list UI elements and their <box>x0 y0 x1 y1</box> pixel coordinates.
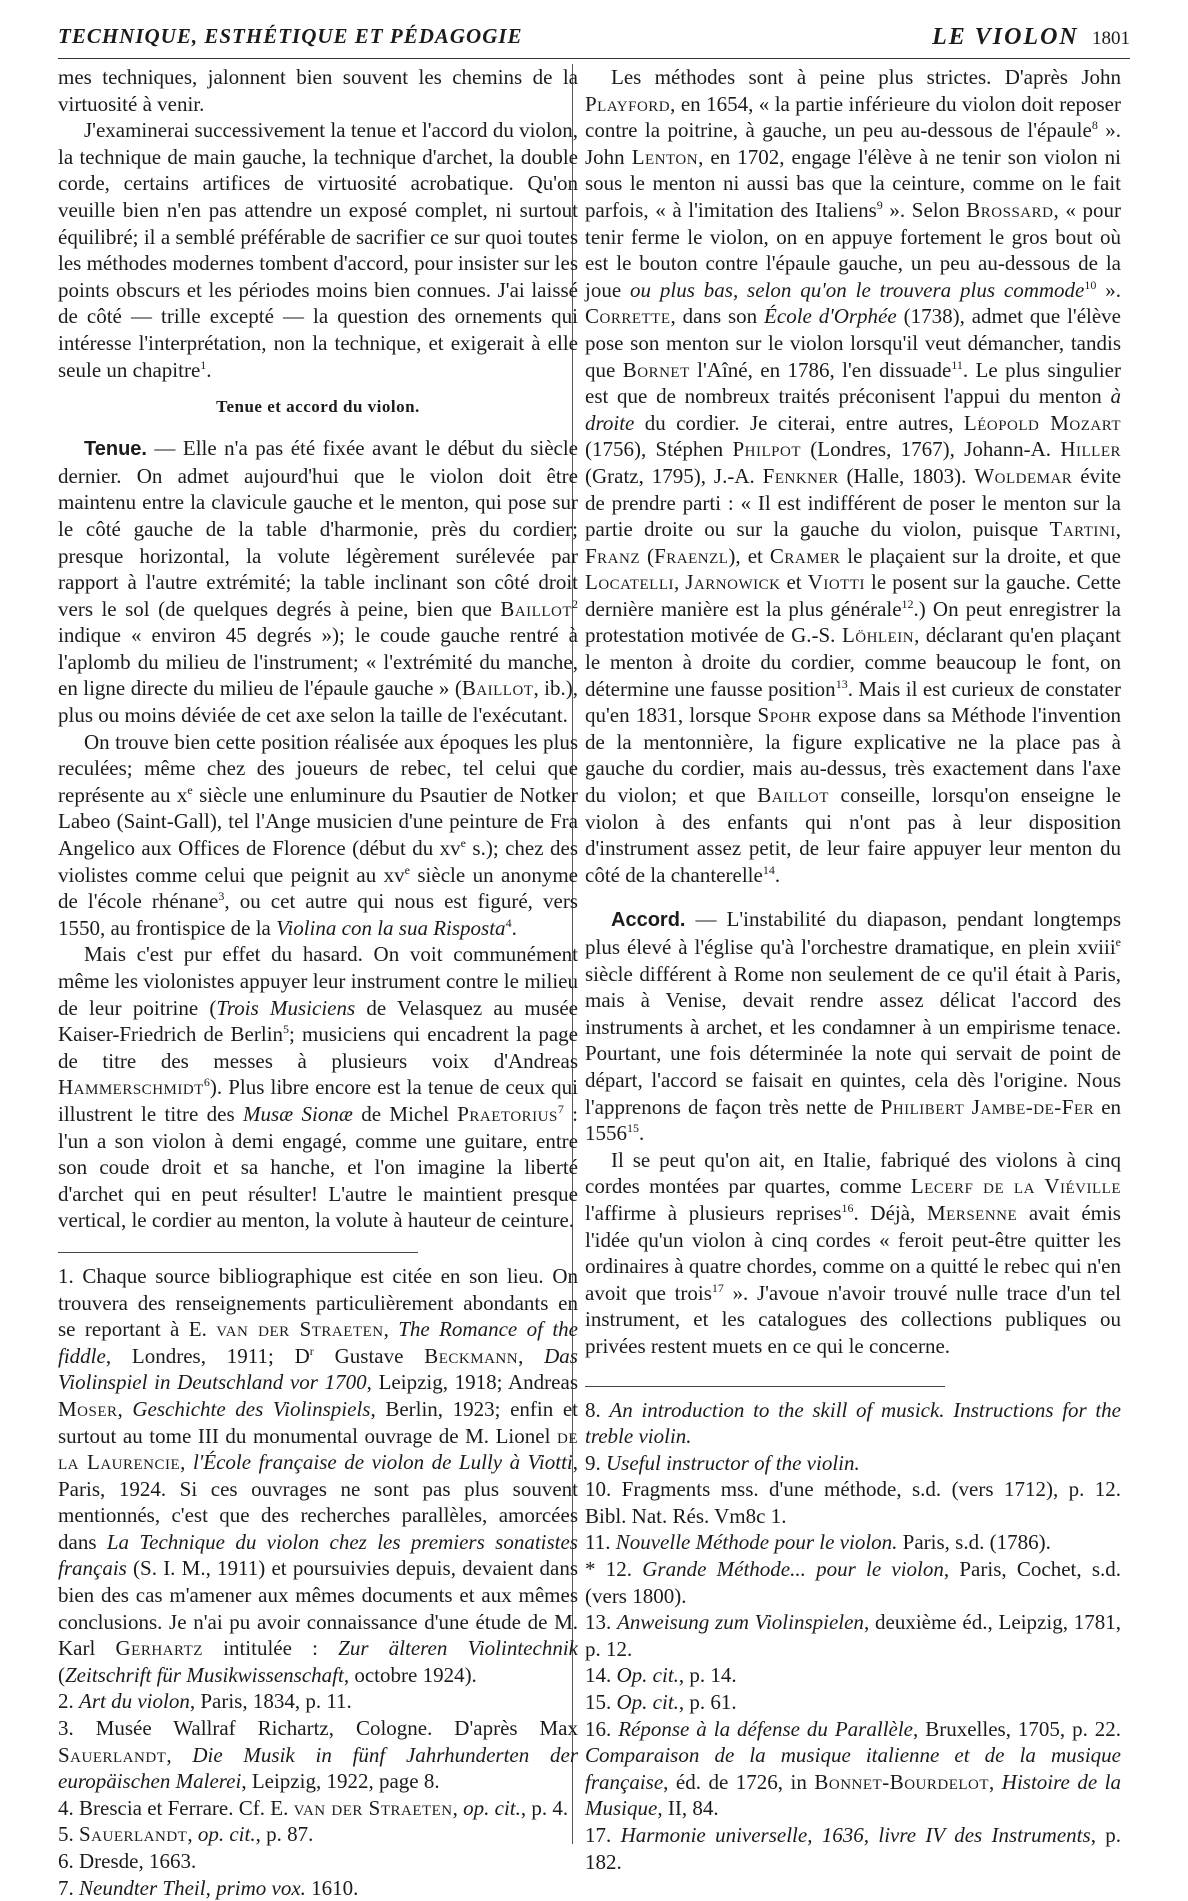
footnote-ref: 9 <box>876 197 883 212</box>
italic-title: An introduction to the skill of musick. Instructions for the treble violin. <box>585 1397 1122 1449</box>
text: ». John <box>585 118 1122 169</box>
author-name: van der Straeten <box>293 1795 453 1820</box>
text: , <box>383 1317 399 1342</box>
italic-title: École d'Orphée <box>764 304 897 329</box>
author-name: Philibert Jambe-de-Fer <box>880 1094 1095 1119</box>
text: ( <box>58 1662 65 1687</box>
text: On trouve bien cette position réalisée aux époques les plus reculées; même chez des joueurs de rebec, tel celui que représente au x <box>58 729 578 807</box>
footnote <box>585 1529 1121 1556</box>
text: , Leipzig, 1922, page 8. <box>241 1769 440 1794</box>
text: 7. <box>58 1875 79 1900</box>
author-name: Hammerschmidt <box>58 1075 204 1100</box>
author-name: Praetorius <box>457 1101 558 1126</box>
footnote-ref: 4 <box>505 915 512 930</box>
italic-title: The Romance of the fiddle <box>58 1317 578 1368</box>
footnote <box>58 1263 578 1689</box>
text: siècle une enluminure du Psautier de Notker Labeo (Saint-Gall), tel l'Ange musicien d'une peinture de Fra Angelico aux Offices de Florence (début du xv <box>58 782 578 861</box>
text: le posent sur la gauche. Cette dernière manière est la plus générale <box>585 570 1121 621</box>
text: , p. 182. <box>585 1823 1122 1874</box>
text: , en 1702, engage l'élève à ne tenir son violon ni sous le menton ni aussi bas que la ceinture, comme on le fait parfois, « à l'imitation des Italiens <box>585 144 1121 222</box>
text: ». Selon <box>882 197 967 222</box>
text: , octobre 1924). <box>343 1662 477 1687</box>
author-name: Fenkner <box>762 463 839 488</box>
author-name: Löhlein <box>841 623 915 648</box>
text: en 1556 <box>585 1094 1122 1146</box>
running-title-right: LE VIOLON <box>932 24 1079 50</box>
author-name: Playford <box>585 91 671 116</box>
text: 8. <box>585 1397 610 1422</box>
footnote-ref: 1 <box>200 357 207 372</box>
text: 2. <box>58 1689 79 1714</box>
footnote <box>585 1822 1121 1875</box>
text: ), et <box>728 543 770 568</box>
run-in-heading: Accord. <box>611 909 686 932</box>
footnote <box>585 1662 1121 1689</box>
author-name: Spohr <box>757 703 812 728</box>
text: (1756), Stéphen <box>585 437 733 462</box>
text: expose dans sa Méthode l'invention de la mentonnière, la figure explicative ne la place pas à gauche du cordier, mais au-dessus, très exactement dans l'axe du violon; et que <box>585 703 1121 808</box>
text: 10. Fragments mss. d'une méthode, s.d. (vers 1712), p. 12. Bibl. Nat. Rés. Vm8c 1. <box>585 1477 1121 1528</box>
footnote-ref: 6 <box>203 1075 210 1090</box>
author-name: Sauerlandt <box>58 1742 167 1767</box>
text: , en 1654, « la partie inférieure du violon doit reposer contre la poitrine, à gauche, un peu au-dessous de l'épaule <box>585 91 1121 143</box>
text: 1. Chaque source bibliographique est citée en son lieu. On trouvera des renseignements particulièrement abondants en se reportant à E. <box>58 1263 578 1342</box>
text: (S. I. M., 1911) et poursuivies depuis, devaient dans bien des cas m'amener aux mêmes documents et aux mêmes conclusions. Je n'ai pu avoir connaissance d'une étude de M. Karl <box>58 1556 578 1661</box>
text: avait émis l'idée qu'un violon à cinq cordes « feroit peut-être quitter les ordinaires à quatre chordes, comme on a quitté le rebec qui n'en avoit que trois <box>585 1200 1121 1305</box>
footnote-ref: 14 <box>762 862 775 877</box>
text: . <box>774 862 781 887</box>
author-name: Moser <box>58 1396 118 1421</box>
text: , Berlin, 1923; enfin et surtout au tome III du monumental ouvrage de M. Lionel <box>58 1396 578 1448</box>
text: — Elle n'a pas été fixée avant le début du siècle dernier. On admet aujourd'hui que le violon doit être maintenu entre la clavicule gauche et le menton, qui pose sur le côté gauche de la table d'harmonie, près du cordier; presque horizontal, la volute légèrement surélevée par rapport à l'autre extrémité; la table inclinant son côté droit vers le sol (de quelques degrés à peine, bien que <box>58 436 578 621</box>
text: : l'un a son violon à demi engagé, comme une guitare, entre son coude droit et sa hanche, et l'on imagine la liberté d'archet qui en peut résulter! L'autre le maintient presque vertical, le cordier au menton, la volute à hauteur de ceinture. <box>58 1101 579 1233</box>
text: 6. Dresde, 1663. <box>58 1849 197 1873</box>
footnote <box>585 1476 1121 1529</box>
text: . Déjà, <box>853 1200 927 1225</box>
footnote-rule <box>585 1386 945 1397</box>
text: ». J'avoue n'avoir trouvé nulle trace d'un tel instrument, et les catalogues des collections publiques ou privées restent muets en ce qui le concerne. <box>585 1280 1121 1358</box>
footnote <box>58 1795 578 1822</box>
italic-title: Grande Méthode... pour le violon <box>642 1557 944 1582</box>
text: J'examinerai successivement la tenue et l'accord du violon, la technique de main gauche, la technique d'archet, la double corde, certains artifices de virtuosité acrobatique. Qu'on veuille bien n'en pas attendre un exposé complet, ni surtout équilibré; il a semblé préférable de sacrifier ce sur quoi toutes les méthodes modernes tombent d'accord, pour insister sur les points obscurs et les périodes moins bien connues. J'ai laissé de côté — trille excepté — la question des ornements qui intéresse l'interprétation, non la technique, et exigerait à elle seule un chapitre <box>58 118 578 382</box>
text: 16. <box>585 1716 619 1741</box>
header-rule <box>58 58 1130 59</box>
footnote <box>58 1848 578 1875</box>
footnote <box>58 1875 578 1901</box>
footnote-ref: 13 <box>835 676 848 691</box>
italic-quote: ou plus bas, selon qu'on le trouvera plus commode <box>630 277 1085 302</box>
text: , Bruxelles, 1705, p. 22. <box>913 1716 1122 1741</box>
text: , <box>180 1450 193 1475</box>
superscript: r <box>309 1343 314 1358</box>
author-name: Jarnowick <box>685 570 781 595</box>
text: , deuxième éd., Leipzig, 1781, p. 12. <box>585 1610 1122 1661</box>
left-column <box>58 64 578 1901</box>
page-number: 1801 <box>1092 28 1130 49</box>
text: s.); chez des violistes comme celui que peignit au xv <box>58 836 578 887</box>
text: mes techniques, jalonnent bien souvent les chemins de la virtuosité à venir. <box>58 65 578 116</box>
footnote-ref: 3 <box>218 889 225 904</box>
paragraph <box>58 941 578 1234</box>
text: Mais c'est pur effet du hasard. On voit communément même les violonistes appuyer leur instrument contre le milieu de leur poitrine ( <box>58 942 578 1020</box>
author-name: Baillot <box>461 676 534 701</box>
text: (1738), admet que l'élève pose son menton sur le violon lorsqu'il veut démancher, tandis que <box>585 304 1121 382</box>
superscript: e <box>460 836 466 851</box>
text: évite de prendre parti : « Il est indifférent de poser le menton sur la partie droite ou sur la gauche du violon, puisque <box>585 463 1122 542</box>
text: , <box>1115 517 1121 542</box>
text: , dans son <box>670 304 765 329</box>
author-name: van der Straeten <box>216 1317 384 1342</box>
footnote-ref: 7 <box>557 1101 564 1116</box>
text: (Gratz, 1795), J.-A. <box>585 463 763 488</box>
text: , éd. de 1726, in <box>663 1769 815 1794</box>
text: de Michel <box>352 1101 458 1126</box>
section-title: Tenue et accord du violon. <box>216 397 420 417</box>
text: de Velasquez au musée Kaiser-Friedrich de Berlin <box>58 995 579 1047</box>
text: , Londres, 1911; D <box>105 1343 310 1368</box>
footnote <box>585 1397 1121 1450</box>
footnote <box>585 1689 1121 1716</box>
superscript: e <box>187 782 193 797</box>
text: indique « environ 45 degrés »); le coude gauche rentré à l'aplomb du milieu de l'instrument; « l'extrémité du manche, en ligne directe du milieu de l'épaule gauche » ( <box>58 623 578 701</box>
author-name: Beckmann <box>424 1343 519 1368</box>
footnote-ref: 17 <box>711 1280 724 1295</box>
text: intitulée : <box>202 1636 339 1661</box>
text: , <box>673 570 686 595</box>
text: , ib.), plus ou moins déviée de cet axe selon la taille de l'exécutant. <box>58 676 578 728</box>
superscript: e <box>404 862 410 877</box>
text: , déclarant qu'en plaçant le menton à droite du cordier, comme beaucoup le font, on détermine une fausse position <box>585 623 1122 701</box>
running-title-right-block <box>932 24 1130 51</box>
text: , p. 4. <box>520 1795 569 1820</box>
text: Paris, s.d. (1786). <box>897 1530 1051 1555</box>
text: , p. 61. <box>678 1690 737 1715</box>
right-column <box>585 64 1121 1875</box>
footnote <box>585 1556 1121 1609</box>
text: , Paris, 1924. Si ces ouvrages ne sont pas plus souvent mentionnés, c'est que des recherches parallèles, amorcées dans <box>58 1450 578 1554</box>
paragraph <box>58 64 578 117</box>
author-name: Philpot <box>732 437 801 462</box>
text: Les méthodes sont à peine plus strictes. D'après John <box>611 65 1121 89</box>
italic-title: Useful instructor of the violin. <box>606 1450 860 1475</box>
italic-title: Trois Musiciens <box>216 995 356 1020</box>
text: (Halle, 1803). <box>838 463 975 488</box>
italic-title: Zur älteren Violintechnik <box>338 1636 578 1661</box>
paragraph <box>585 1147 1121 1360</box>
text: 5. <box>58 1822 79 1847</box>
author-name: Cramer <box>769 543 841 568</box>
italic-title: Neundter Theil, primo vox. <box>79 1875 306 1900</box>
footnote-ref: 12 <box>901 596 914 611</box>
author-name: Tartini <box>1049 517 1116 542</box>
author-name: Léopold Mozart <box>963 410 1121 435</box>
footnote <box>58 1688 578 1715</box>
italic-title: Histoire de la Musique <box>585 1769 1121 1821</box>
author-name: Bonnet-Bourdelot <box>814 1769 990 1794</box>
italic-title: Art du violon <box>79 1689 190 1714</box>
italic-title: Nouvelle Méthode pour le violon. <box>615 1530 898 1555</box>
run-in-heading: Tenue. <box>84 438 147 461</box>
text: , ou cet autre qui nous est figuré, vers 1550, au frontispice de la <box>58 889 578 940</box>
text: siècle différent à Rome non seulement de ce qu'il était à Paris, mais à Venise, devait rendre assez délicat l'accord des instruments à archet, et les condamner à un empirisme tenace. Pourtant, une fois déterminée la note qui servait de point de départ, l'accord se faisait en quintes, cela dès l'origine. Nous l'apprenons de façon très nette de <box>585 961 1121 1119</box>
footnote-ref: 2 <box>572 596 578 611</box>
paragraph <box>58 435 578 729</box>
text: Il se peut qu'on ait, en Italie, fabriqué des violons à cinq cordes montées par quartes, comme <box>585 1147 1121 1199</box>
text: ». <box>1096 277 1122 302</box>
footnote <box>58 1715 578 1795</box>
italic-title: Op. cit. <box>616 1663 679 1688</box>
italic-title: Geschichte des Violinspiels <box>132 1396 371 1421</box>
author-name: de la Laurencie <box>58 1423 578 1475</box>
footnote <box>585 1609 1121 1662</box>
author-name: Baillot <box>757 783 829 808</box>
paragraph <box>58 729 578 942</box>
footnote-ref: 16 <box>841 1200 854 1215</box>
footnote-ref: 10 <box>1084 277 1097 292</box>
text: 1610. <box>305 1875 359 1900</box>
text: du cordier. Je citerai, entre autres, <box>634 410 964 435</box>
author-name: Hiller <box>1060 437 1121 462</box>
text: — L'instabilité du diapason, pendant longtemps plus élevé à l'église qu'à l'orchestre dramatique, en plein xviii <box>585 907 1121 959</box>
italic-title: Musæ Sionæ <box>243 1101 353 1126</box>
italic-title: Op. cit. <box>616 1690 679 1715</box>
italic-title: Réponse à la défense du Parallèle <box>618 1716 914 1741</box>
footnote <box>585 1450 1121 1477</box>
text: 17. <box>585 1823 621 1847</box>
paragraph: J'examinerai successivement la tenue et l'accord du violon, la technique de main gauche, la technique d'archet, la double corde, certains artifices de virtuosité acrobatique. Qu'on veuille bien n'en pas attendre un exposé complet, ni surtout équilibré; il a semblé préférable de sacrifier ce sur quoi toutes les méthodes modernes tombent d'accord, pour insister sur les points obscurs et les périodes moins bien connues. J'ai laissé de côté — trille excepté — la question des ornements qui intéresse l'interprétation, non la technique, et exigerait à elle seule un chapitre$^1$. <box>58 118 578 382</box>
italic-title: Harmonie universelle, 1636, livre IV des Instruments <box>620 1823 1091 1847</box>
text: 15. <box>585 1690 617 1715</box>
footnote-ref: 5 <box>283 1022 290 1037</box>
italic-title: Zeitschrift für Musikwissenschaft <box>65 1662 344 1687</box>
text: , II, 84. <box>657 1796 719 1821</box>
author-name: Gerhartz <box>115 1636 203 1661</box>
author-name: Sauerlandt <box>79 1822 188 1847</box>
author-name: Locatelli <box>585 570 674 595</box>
text: siècle un anonyme de l'école rhénane <box>58 862 578 914</box>
text: , Paris, 1834, p. 11. <box>189 1689 352 1714</box>
author-name: Lenton <box>631 144 699 169</box>
text: 9. <box>585 1450 606 1475</box>
text: , <box>989 1769 1002 1794</box>
paragraph <box>585 906 1121 1146</box>
author-name: Lecerf de la Viéville <box>910 1174 1121 1199</box>
text: ( <box>640 543 655 568</box>
italic-emphasis: à droite <box>585 384 1121 435</box>
italic-title: La Technique du violon chez les premiers sonatistes français <box>58 1529 578 1581</box>
italic-title: Violina con la sua Risposta <box>276 915 506 940</box>
text: , <box>166 1742 193 1767</box>
text: l'Aîné, en 1786, l'en dissuade <box>689 357 952 382</box>
footnote <box>585 1716 1121 1822</box>
superscript: e <box>1115 935 1121 949</box>
text: , <box>117 1396 133 1421</box>
text: . Mais il est curieux de constater qu'en 1831, lorsque <box>585 676 1122 728</box>
text: l'affirme à plusieurs reprises <box>585 1200 842 1225</box>
text: , <box>187 1822 198 1847</box>
page-header <box>58 22 1130 56</box>
italic-title: op. cit. <box>463 1795 521 1820</box>
text: * 12. <box>585 1557 643 1582</box>
italic-title: l'École française de violon de Lully à Viotti <box>192 1450 573 1475</box>
text: 11. <box>585 1530 616 1555</box>
footnote-ref: 15 <box>627 1121 639 1136</box>
text: ; musiciens qui encadrent la page de titre des messes à plusieurs voix d'Andreas <box>58 1022 578 1073</box>
italic-title: Anweisung zum Violinspielen <box>617 1610 864 1635</box>
author-name: Baillot <box>500 596 572 621</box>
paragraph <box>585 64 1121 888</box>
text: 14. <box>585 1663 617 1688</box>
text: , <box>452 1795 464 1820</box>
author-name: Bornet <box>622 357 690 382</box>
text: . Le plus singulier est que de nombreux traités préconisent l'appui du menton <box>585 357 1121 409</box>
footnotes-right <box>585 1397 1121 1876</box>
text: , p. 87. <box>255 1822 314 1847</box>
italic-title: Comparaison de la musique italienne et de la musique française <box>585 1743 1121 1794</box>
text: le plaçaient sur la droite, et que <box>840 543 1121 568</box>
text: Gustave <box>313 1343 425 1368</box>
author-name: Brossard <box>966 197 1054 222</box>
author-name: Viotti <box>807 570 865 595</box>
author-name: Mersenne <box>926 1200 1018 1225</box>
text: .) On peut enregistrer la protestation motivée de G.-S. <box>585 596 1121 648</box>
text: ). Plus libre encore est la tenue de ceux qui illustrent le titre des <box>58 1075 578 1126</box>
footnote-ref: 11 <box>951 357 963 372</box>
text: , p. 14. <box>678 1663 737 1688</box>
author-name: Franz <box>585 543 641 568</box>
text: . <box>511 915 517 940</box>
text: , Paris, Cochet, s.d. (vers 1800). <box>585 1557 1122 1608</box>
text: , <box>518 1343 545 1368</box>
running-title-left: TECHNIQUE, ESTHÉTIQUE ET PÉDAGOGIE <box>58 24 523 48</box>
text: . <box>639 1121 645 1146</box>
italic-title: Die Musik in fünf Jahrhunderten der europäischen Malerei <box>58 1742 578 1794</box>
author-name: Corrette <box>585 304 671 329</box>
italic-title: Das Violinspiel in Deutschland vor 1700 <box>58 1343 578 1395</box>
author-name: Woldemar <box>974 463 1073 488</box>
text: et <box>780 570 808 595</box>
text: , Leipzig, 1918; Andreas <box>366 1370 578 1395</box>
text: 4. Brescia et Ferrare. Cf. E. <box>58 1795 294 1820</box>
footnote-rule <box>58 1252 418 1263</box>
text: 13. <box>585 1610 618 1635</box>
footnote <box>58 1821 578 1848</box>
text: 3. Musée Wallraf Richartz, Cologne. D'après Max <box>58 1716 578 1741</box>
paragraph-gap <box>585 888 1121 906</box>
author-name: Fraenzl <box>654 543 729 568</box>
footnote-ref: 8 <box>1091 118 1098 133</box>
footnotes-left <box>58 1263 578 1901</box>
text: conseille, lorsqu'on enseigne le violon à des enfants qui n'ont pas à leur disposition d'instrument assez petit, de leur faire appuyer leur menton du côté de la chanterelle <box>585 783 1121 887</box>
text: , « pour tenir ferme le violon, on en appuye fortement le gros bout où est le bouton contre l'épaule gauche, un peu au-dessous de la joue <box>585 197 1121 302</box>
text: (Londres, 1767), Johann-A. <box>800 437 1061 462</box>
italic-title: op. cit. <box>197 1822 256 1847</box>
